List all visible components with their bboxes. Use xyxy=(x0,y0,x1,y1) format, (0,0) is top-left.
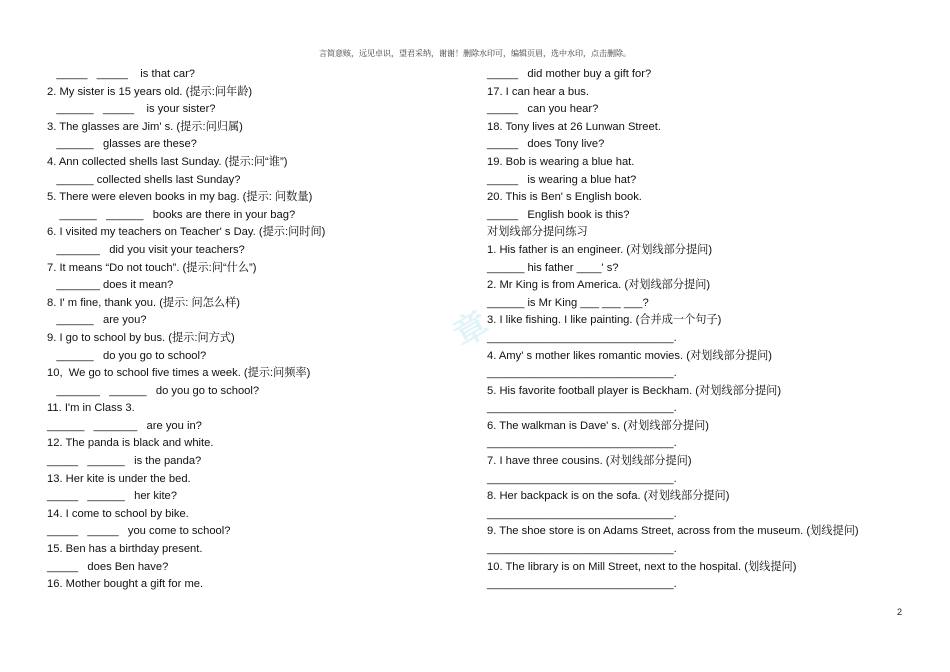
exercise-line: 5. There were eleven books in my bag. (提示: 问数量) xyxy=(47,191,313,204)
exercise-line: 4. Amy' s mother likes romantic movies. (对划线部分提问) xyxy=(487,349,772,362)
exercise-line: 15. Ben has a birthday present. xyxy=(47,543,203,556)
exercise-line: ______ glasses are these? xyxy=(47,138,197,151)
exercise-line: _____ ______ her kite? xyxy=(47,490,178,503)
exercise-line: ______________________________. xyxy=(487,367,677,380)
exercise-line: 12. The panda is black and white. xyxy=(47,437,214,450)
exercise-line: ______________________________. xyxy=(487,472,677,485)
exercise-line: 8. Her backpack is on the sofa. (对划线部分提问) xyxy=(487,490,730,503)
exercise-line: ______ ______ books are there in your bag? xyxy=(47,208,296,221)
exercise-line: 6. I visited my teachers on Teacher' s Day. (提示:问时间) xyxy=(47,226,326,239)
exercise-line: 3. I like fishing. I like painting. (合并成一个句子) xyxy=(487,314,722,327)
exercise-line: _____ does Ben have? xyxy=(47,560,169,573)
exercise-line: 3. The glasses are Jim' s. (提示:问归属) xyxy=(47,120,243,133)
exercise-line: 11. I'm in Class 3. xyxy=(47,402,135,415)
exercise-line: 1. His father is an engineer. (对划线部分提问) xyxy=(487,243,713,256)
exercise-line: 14. I come to school by bike. xyxy=(47,507,189,520)
exercise-line: _____ does Tony live? xyxy=(487,138,605,151)
exercise-line: 16. Mother bought a gift for me. xyxy=(47,578,204,591)
page-number: 2 xyxy=(897,607,903,617)
exercise-line: ______ is Mr King ___ ___ ___? xyxy=(487,296,649,309)
exercise-line: ______ collected shells last Sunday? xyxy=(47,173,241,186)
exercise-line: 10, We go to school five times a week. (提示:问频率) xyxy=(47,367,311,380)
exercise-line: _______ ______ do you go to school? xyxy=(47,384,260,397)
exercise-line: 9. I go to school by bus. (提示:问方式) xyxy=(47,331,235,344)
exercise-line: _____ _____ you come to school? xyxy=(47,525,231,538)
exercise-line: _____ _____ is that car? xyxy=(47,68,196,80)
exercise-line: ______________________________. xyxy=(487,402,677,415)
exercise-line: _____ ______ is the panda? xyxy=(47,455,202,468)
exercise-line: 2. Mr King is from America. (对划线部分提问) xyxy=(487,279,711,292)
exercise-line: ______ _______ are you in? xyxy=(47,419,202,432)
exercise-line: _______ does it mean? xyxy=(47,279,174,292)
exercise-line: 8. I' m fine, thank you. (提示: 问怎么样) xyxy=(47,296,240,309)
exercise-line: 19. Bob is wearing a blue hat. xyxy=(487,155,635,168)
exercise-line: 20. This is Ben' s English book. xyxy=(487,191,642,204)
exercise-line: ______ _____ is your sister? xyxy=(47,103,216,116)
exercise-line: _____ English book is this? xyxy=(487,208,630,221)
exercise-line: ______________________________. xyxy=(487,543,677,556)
header-note: 言简意赅，远见卓识，望君采纳，谢谢！删除水印可，编辑页眉，选中水印，点击删除。 xyxy=(319,49,631,58)
exercise-line: 9. The shoe store is on Adams Street, across from the museum. (划线提问) xyxy=(487,525,859,538)
exercise-line: 7. I have three cousins. (对划线部分提问) xyxy=(487,455,692,468)
exercise-line: ______________________________. xyxy=(487,331,677,344)
right-column xyxy=(487,66,917,594)
exercise-line: ______ his father ____' s? xyxy=(487,261,619,274)
exercise-line: 18. Tony lives at 26 Lunwan Street. xyxy=(487,120,661,133)
left-column xyxy=(47,66,477,594)
exercise-line: ______________________________. xyxy=(487,578,677,591)
exercise-line: 4. Ann collected shells last Sunday. (提示:问“谁”) xyxy=(47,155,288,168)
exercise-line: _____ can you hear? xyxy=(487,103,599,116)
exercise-line: 13. Her kite is under the bed. xyxy=(47,472,191,485)
exercise-line: _____ is wearing a blue hat? xyxy=(487,173,637,186)
exercise-line: _____ did mother buy a gift for? xyxy=(487,68,652,80)
watermark-stamp: 章 xyxy=(446,303,497,356)
exercise-line: ______ are you? xyxy=(47,314,147,327)
exercise-line: ______________________________. xyxy=(487,507,677,520)
exercise-line: 6. The walkman is Dave' s. (对划线部分提问) xyxy=(487,419,709,432)
exercise-line: _______ did you visit your teachers? xyxy=(47,243,245,256)
exercise-line: 7. It means “Do not touch”. (提示:问“什么”) xyxy=(47,261,257,274)
exercise-line: 10. The library is on Mill Street, next to the hospital. (划线提问) xyxy=(487,560,797,573)
exercise-line: 2. My sister is 15 years old. (提示:问年龄) xyxy=(47,85,253,98)
exercise-line: ______ do you go to school? xyxy=(47,349,207,362)
exercise-line: 17. I can hear a bus. xyxy=(487,85,589,98)
exercise-line: ______________________________. xyxy=(487,437,677,450)
exercise-line: 5. His favorite football player is Beckham. (对划线部分提问) xyxy=(487,384,782,397)
section-heading: 对划线部分提问练习 xyxy=(487,226,588,239)
